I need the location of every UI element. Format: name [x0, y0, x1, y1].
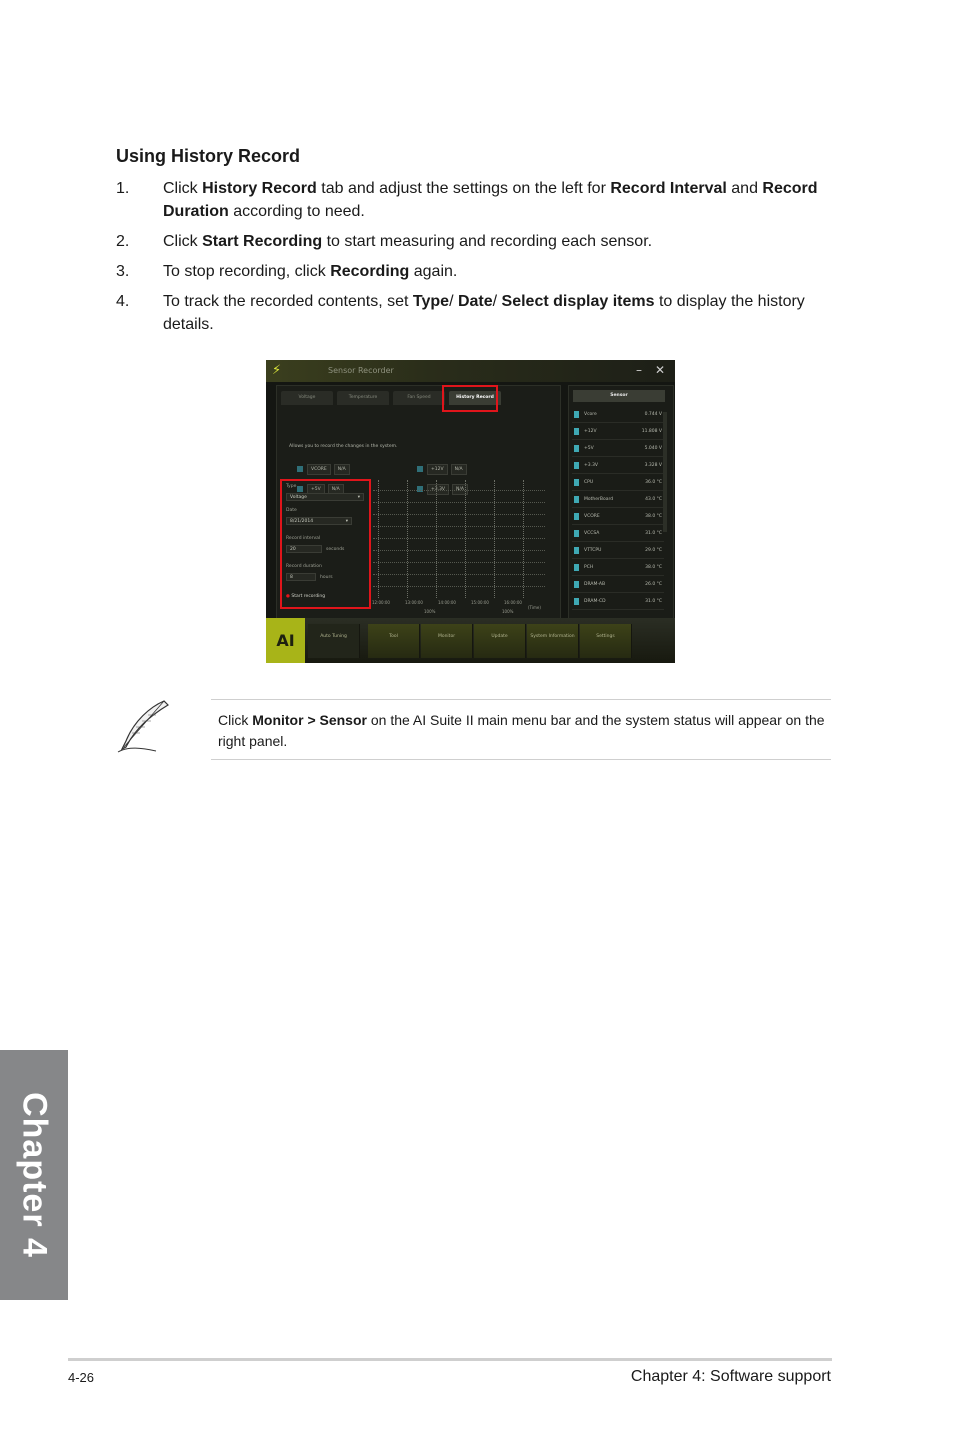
voltage-icon	[574, 445, 579, 452]
note-top-rule	[211, 699, 831, 700]
step-item	[116, 177, 836, 223]
temperature-icon	[574, 598, 579, 605]
panel-description: Allows you to record the changes in the system.	[289, 444, 398, 449]
sensor-row: DRAM-CD 31.0 °C	[572, 595, 664, 610]
chapter-tab-label: Chapter 4	[15, 1092, 54, 1258]
sensor-row: CPU 36.0 °C	[572, 476, 664, 491]
sensor-row: +3.3V 3.328 V	[572, 459, 664, 474]
temperature-icon	[574, 479, 579, 486]
history-tab-highlight	[442, 385, 498, 412]
zoom-level[interactable]: 100%	[424, 609, 436, 614]
sensor-row: +5V 5.040 V	[572, 442, 664, 457]
tab-voltage[interactable]: Voltage	[281, 391, 333, 405]
close-icon[interactable]: ✕	[655, 363, 666, 377]
steps-list	[116, 177, 836, 343]
time-tick: 13:00:00	[405, 600, 423, 605]
sensor-row: VCORE 38.0 °C	[572, 510, 664, 525]
temperature-icon	[574, 581, 579, 588]
sensor-row: VCCSA 31.0 °C	[572, 527, 664, 542]
time-tick: 16:00:00	[504, 600, 522, 605]
time-tick: 14:00:00	[438, 600, 456, 605]
sensor-row: PCH 38.0 °C	[572, 561, 664, 576]
interval-select[interactable]	[286, 545, 322, 553]
temperature-icon	[574, 496, 579, 503]
tab-fan-speed[interactable]: Fan Speed	[393, 391, 445, 405]
sensor-panel	[568, 385, 674, 619]
step-text: Click Start Recording to start measuring and recording each sensor.	[163, 233, 653, 250]
sensor-row: MotherBoard 43.0 °C	[572, 493, 664, 508]
step-item	[116, 260, 836, 283]
step-number: 1.	[116, 180, 130, 197]
display-item-value: N/A	[452, 484, 468, 495]
sensor-recorder-screenshot	[266, 360, 675, 663]
feather-pen-icon	[112, 697, 174, 757]
temperature-icon	[574, 547, 579, 554]
chevron-down-icon: ▾	[345, 519, 348, 524]
history-graph	[373, 480, 548, 600]
type-select[interactable]	[286, 493, 364, 501]
date-value: 8/21/2014	[290, 519, 314, 524]
chevron-down-icon: ▾	[357, 495, 360, 500]
sensor-scrollbar[interactable]	[663, 412, 667, 532]
type-label: Type	[286, 484, 297, 489]
display-item[interactable]	[417, 464, 470, 473]
display-item-value: N/A	[334, 464, 350, 475]
zoom-level[interactable]: 100%	[502, 609, 514, 614]
minimize-icon[interactable]: –	[636, 363, 642, 377]
duration-label: Record duration	[286, 564, 322, 569]
type-value: Voltage	[290, 495, 307, 500]
auto-tuning-button[interactable]: Auto Tuning	[308, 624, 360, 658]
voltage-icon	[574, 462, 579, 469]
footer-chapter: Chapter 4: Software support	[630, 1368, 831, 1385]
step-number: 3.	[116, 263, 130, 280]
time-axis-label: (Time)	[528, 605, 541, 610]
system-information-button[interactable]: System Information	[527, 624, 579, 658]
temperature-icon	[574, 564, 579, 571]
section-heading: Using History Record	[116, 146, 301, 166]
interval-unit: seconds	[326, 547, 345, 552]
sensor-row: +12V 11.808 V	[572, 425, 664, 440]
note-text	[218, 710, 830, 752]
date-select[interactable]	[286, 517, 352, 525]
voltage-icon	[574, 411, 579, 418]
ai-suite-logo: AI	[266, 618, 305, 663]
interval-label: Record interval	[286, 536, 321, 541]
sensor-row: DRAM-AB 26.0 °C	[572, 578, 664, 593]
step-text: Click History Record tab and adjust the settings on the left for Record Interval and Record Duration according to need.	[163, 180, 818, 220]
time-tick: 15:00:00	[471, 600, 489, 605]
duration-unit: hours	[320, 575, 333, 580]
sensor-tab[interactable]: Sensor	[573, 390, 665, 402]
record-icon: ●	[286, 594, 290, 599]
step-number: 2.	[116, 233, 130, 250]
display-item-name: +3.3V	[427, 484, 449, 495]
display-item-name: VCORE	[307, 464, 331, 475]
note-body: Click Monitor > Sensor on the AI Suite II main menu bar and the system status will appear on the right panel.	[218, 712, 825, 749]
step-item	[116, 230, 836, 253]
temperature-icon	[574, 530, 579, 537]
chapter-side-tab	[0, 1050, 68, 1300]
app-title: Sensor Recorder	[328, 366, 394, 375]
time-tick: 12:00:00	[372, 600, 390, 605]
sensor-row: Vcore 0.744 V	[572, 408, 664, 423]
interval-value: 20	[290, 547, 296, 552]
voltage-icon	[574, 428, 579, 435]
page-number: 4-26	[68, 1370, 95, 1385]
display-item-name: +5V	[307, 484, 325, 495]
note-bottom-rule	[211, 759, 831, 760]
footer-rule	[68, 1358, 832, 1361]
tab-history-record[interactable]: History Record	[449, 391, 501, 405]
update-button[interactable]: Update	[474, 624, 526, 658]
sensor-row: VTTCPU 29.0 °C	[572, 544, 664, 559]
settings-button[interactable]: Settings	[580, 624, 632, 658]
monitor-button[interactable]: Monitor	[421, 624, 473, 658]
date-label: Date	[286, 508, 297, 513]
duration-value: 8	[290, 575, 293, 580]
tool-button[interactable]: Tool	[368, 624, 420, 658]
checkbox-icon[interactable]	[297, 466, 303, 472]
start-recording-button[interactable]	[286, 594, 325, 599]
step-text: To track the recorded contents, set Type/ Date/ Select display items to display the history details.	[163, 293, 805, 333]
tab-temperature[interactable]: Temperature	[337, 391, 389, 405]
step-item	[116, 290, 836, 336]
display-item-value: N/A	[451, 464, 467, 475]
display-item-value: N/A	[328, 484, 344, 495]
duration-select[interactable]	[286, 573, 316, 581]
display-item[interactable]	[297, 464, 353, 473]
temperature-icon	[574, 513, 579, 520]
display-item-name: +12V	[427, 464, 448, 475]
title-bar	[266, 360, 675, 382]
checkbox-icon[interactable]	[417, 466, 423, 472]
asus-logo-icon: ⚡	[272, 363, 282, 378]
main-menu-bar	[266, 618, 675, 663]
start-recording-label: Start recording	[291, 594, 326, 599]
settings-highlight	[280, 479, 371, 609]
step-text: To stop recording, click Recording again.	[163, 263, 458, 280]
tab-bar	[279, 388, 559, 408]
step-number: 4.	[116, 293, 130, 310]
